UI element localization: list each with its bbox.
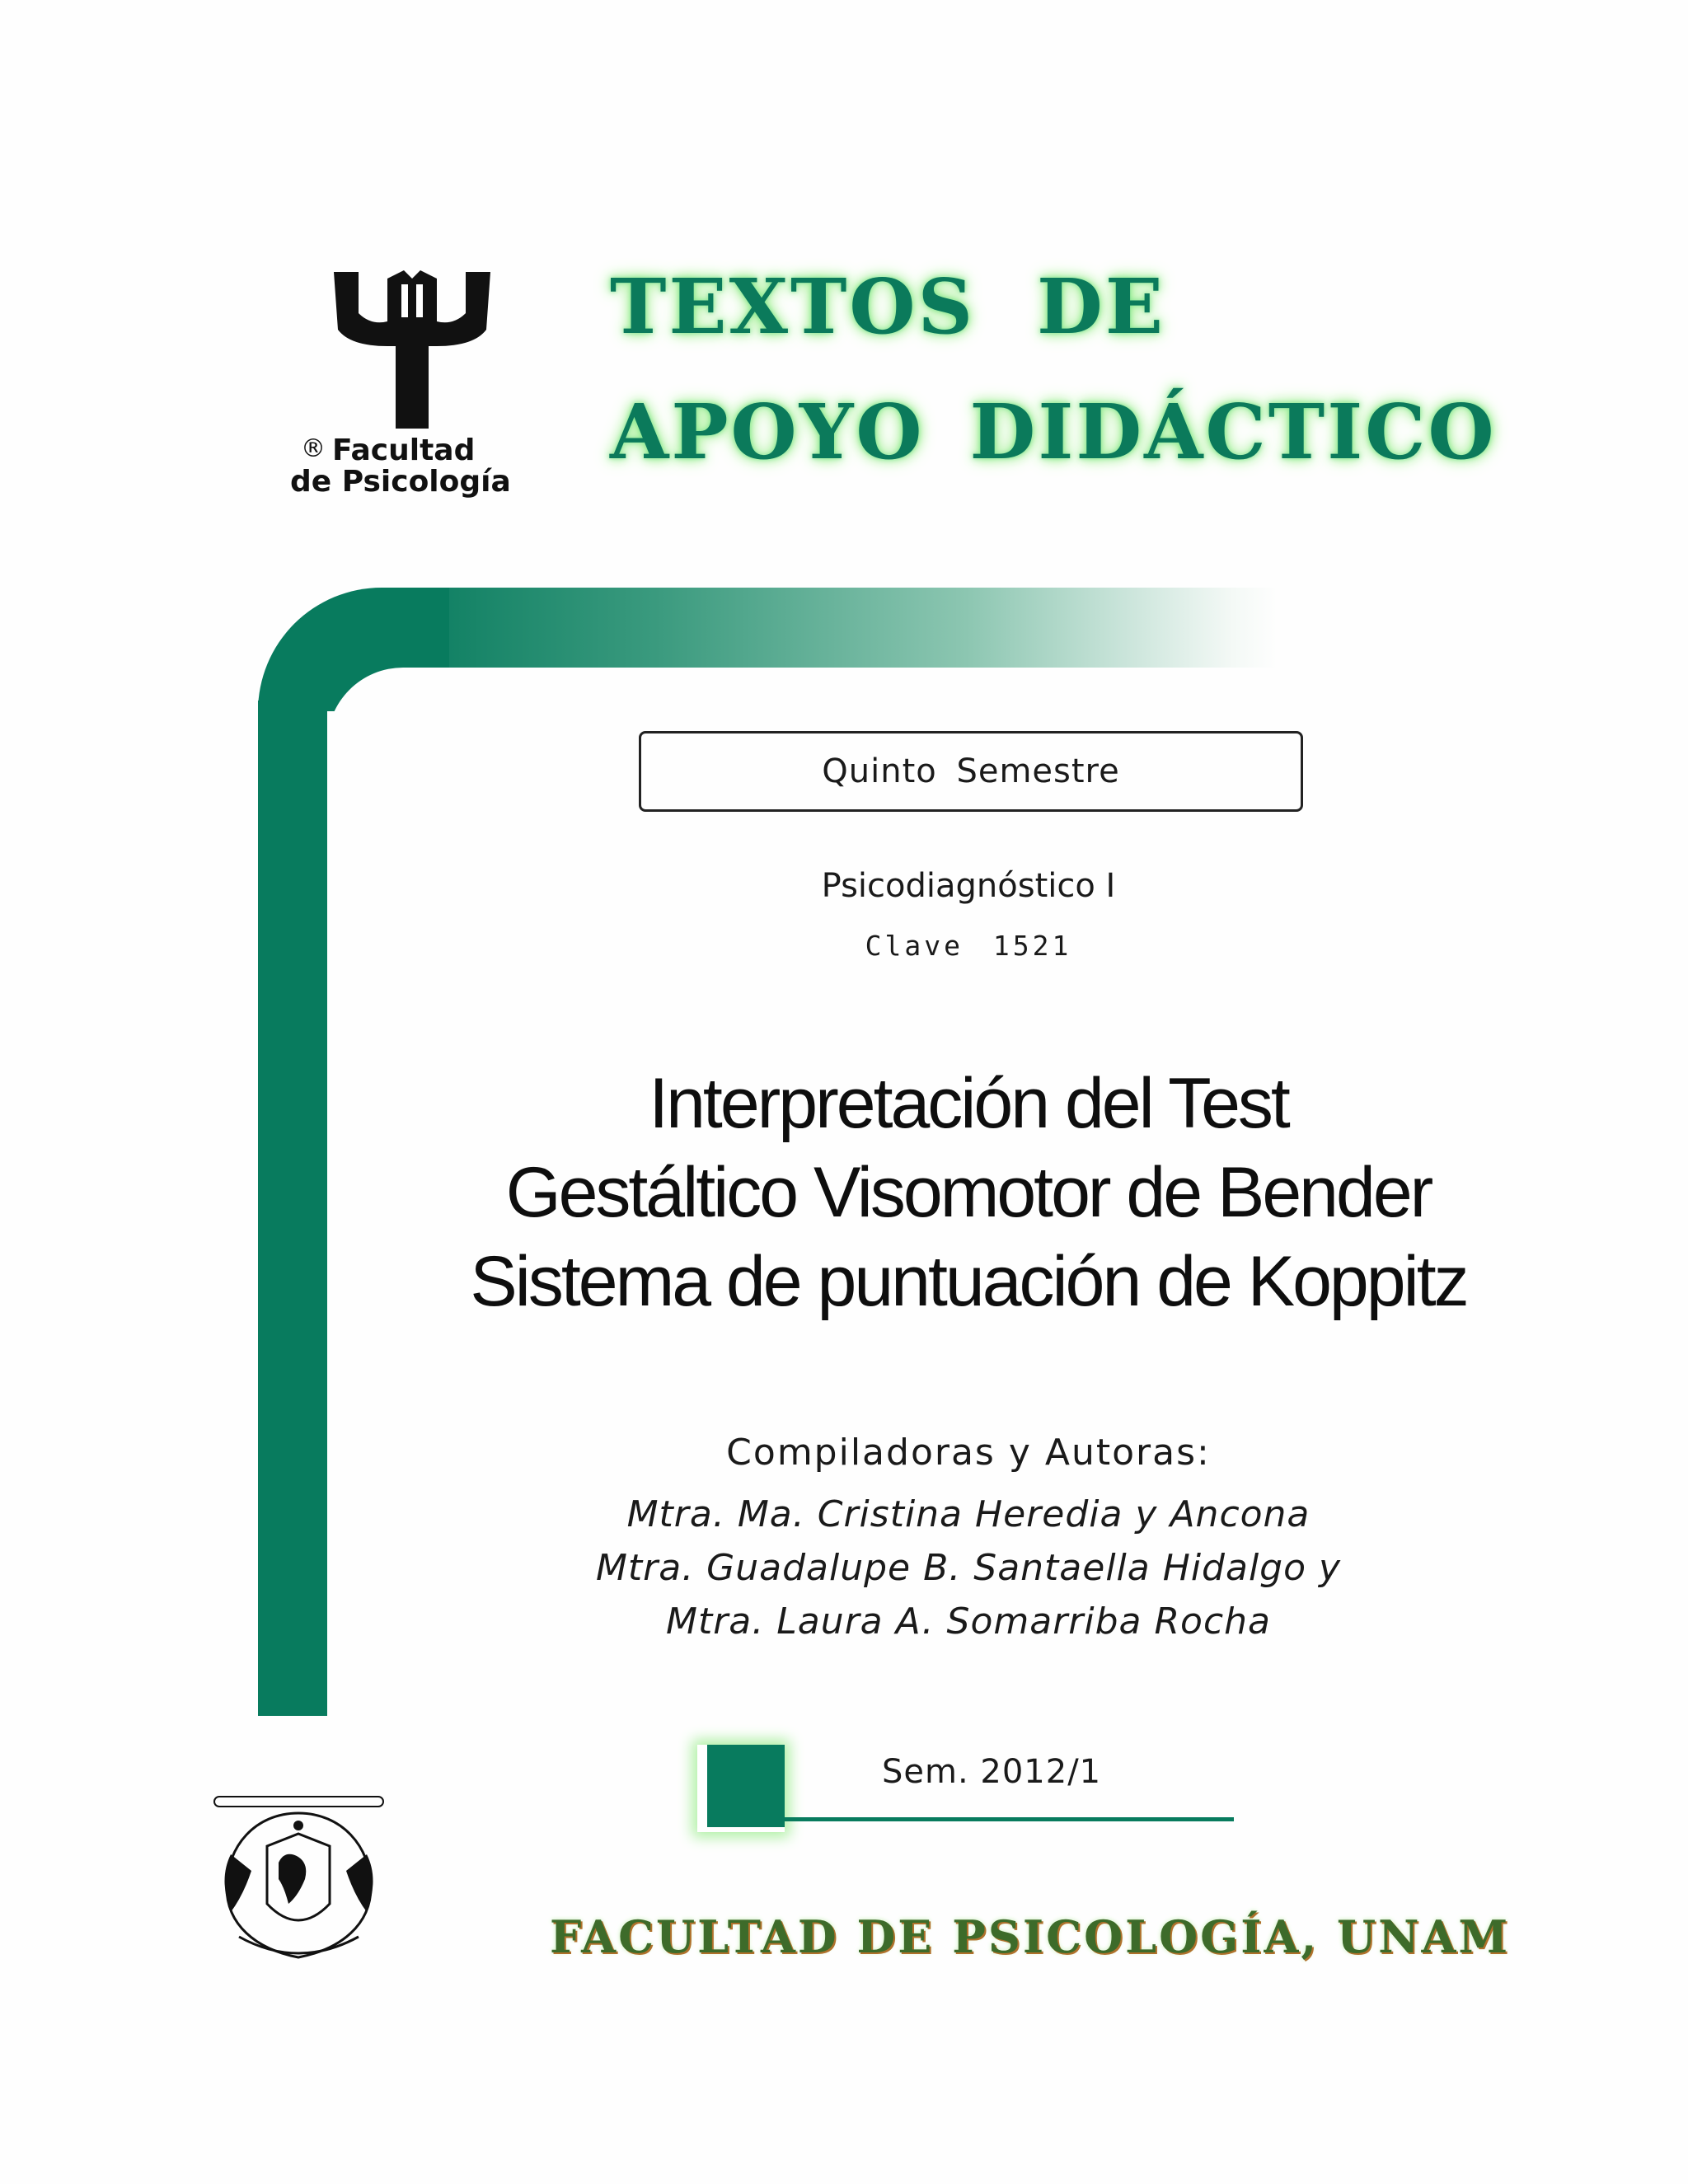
date-badge-square <box>707 1745 785 1827</box>
author-name: Mtra. Guadalupe B. Santaella Hidalgo y <box>595 1547 1342 1589</box>
authors-heading: Compiladoras y Autoras: <box>726 1432 1211 1474</box>
author-name: Mtra. Laura A. Somarriba Rocha <box>665 1601 1272 1643</box>
semester-label: Quinto Semestre <box>822 752 1120 790</box>
author-name: Mtra. Ma. Cristina Heredia y Ancona <box>626 1493 1311 1535</box>
psi-logo-icon <box>326 264 499 437</box>
date-underline <box>785 1817 1234 1821</box>
frame-top-gradient-bar <box>387 588 1278 668</box>
frame-vertical-bar <box>258 701 327 1716</box>
registered-mark: ® <box>301 434 326 463</box>
document-title-line3: Sistema de puntuación de Koppitz <box>470 1242 1467 1321</box>
series-title-line2: APOYO DIDÁCTICO <box>610 387 1497 476</box>
document-title-line1: Interpretación del Test <box>649 1064 1288 1143</box>
semester-date: Sem. 2012/1 <box>882 1753 1102 1791</box>
logo-text-psicologia: de Psicología <box>290 465 511 499</box>
document-title-line2: Gestáltico Visomotor de Bender <box>505 1153 1432 1232</box>
unam-seal-icon <box>206 1780 392 1966</box>
subject-name: Psicodiagnóstico I <box>821 867 1116 905</box>
series-title-line1: TEXTOS DE <box>610 262 1165 351</box>
footer-institution: FACULTAD DE PSICOLOGÍA, UNAM <box>550 1910 1511 1963</box>
logo-text-facultad: Facultad <box>332 434 476 467</box>
course-code: Clave 1521 <box>865 930 1072 962</box>
